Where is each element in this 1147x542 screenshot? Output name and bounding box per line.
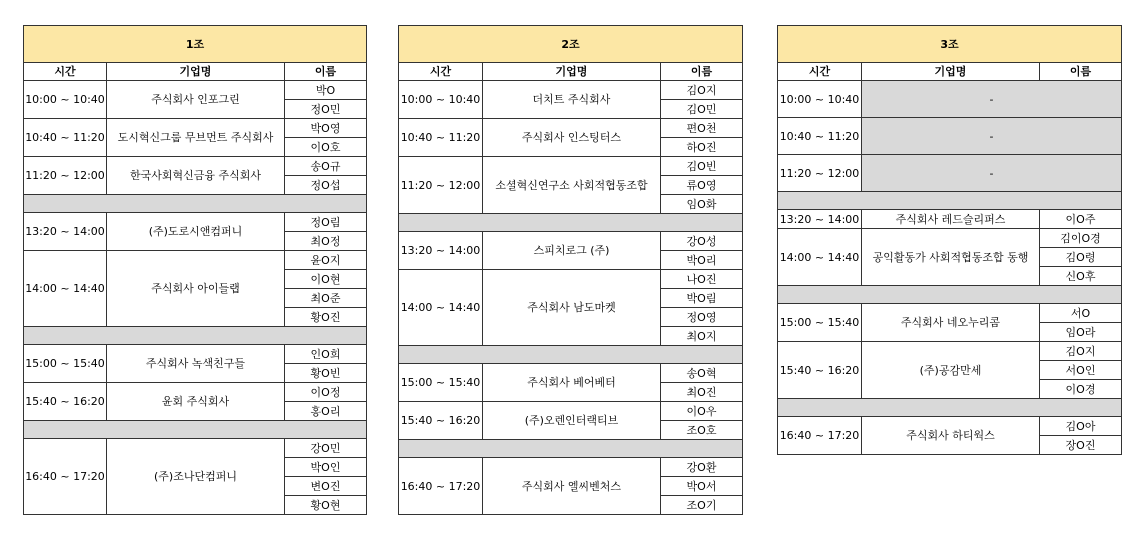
- table-row: [778, 210, 1122, 229]
- table-row: [24, 213, 367, 232]
- time-slot: 15:00 ~ 15:40: [24, 345, 107, 383]
- table-row: [399, 157, 743, 176]
- table-row: [24, 345, 367, 364]
- company-name: 주식회사 네오누리콤: [862, 304, 1040, 342]
- header-time: 시간: [399, 63, 483, 81]
- table-row: [24, 119, 367, 138]
- participant-name: 강O성: [661, 232, 743, 251]
- time-slot: 10:00 ~ 10:40: [399, 81, 483, 119]
- time-slot: 15:00 ~ 15:40: [778, 304, 862, 342]
- company-name: 주식회사 베어베터: [483, 364, 661, 402]
- participant-name: 황O빈: [285, 364, 367, 383]
- header-name: 이름: [285, 63, 367, 81]
- time-slot: 16:40 ~ 17:20: [24, 439, 107, 515]
- participant-name: 이O경: [1040, 380, 1122, 399]
- time-slot: 13:20 ~ 14:00: [778, 210, 862, 229]
- participant-name: 최O정: [285, 232, 367, 251]
- participant-name: 이O주: [1040, 210, 1122, 229]
- participant-name: 강O환: [661, 458, 743, 477]
- group-title: 2조: [399, 26, 743, 63]
- table-row: [24, 251, 367, 270]
- participant-name: 박O리: [661, 251, 743, 270]
- table-row: [24, 157, 367, 176]
- break-row: [399, 440, 743, 458]
- break-row: [24, 195, 367, 213]
- participant-name: 정O림: [285, 213, 367, 232]
- company-name: 주식회사 아이들랩: [107, 251, 285, 327]
- table-row: [399, 458, 743, 477]
- participant-name: 박O인: [285, 458, 367, 477]
- participant-name: 김O민: [661, 100, 743, 119]
- company-name: 주식회사 레드슬리퍼스: [862, 210, 1040, 229]
- company-name: 주식회사 인포그린: [107, 81, 285, 119]
- company-name: 윤회 주식회사: [107, 383, 285, 421]
- participant-name: 김O지: [661, 81, 743, 100]
- header-name: 이름: [661, 63, 743, 81]
- schedule-table: [777, 25, 1122, 455]
- participant-name: 임O화: [661, 195, 743, 214]
- participant-name: 강O민: [285, 439, 367, 458]
- participant-name: 정O섭: [285, 176, 367, 195]
- company-name: -: [862, 118, 1122, 155]
- participant-name: 서O인: [1040, 361, 1122, 380]
- participant-name: 황O진: [285, 308, 367, 327]
- header-company: 기업명: [483, 63, 661, 81]
- time-slot: 10:00 ~ 10:40: [778, 81, 862, 118]
- time-slot: 10:40 ~ 11:20: [778, 118, 862, 155]
- participant-name: 최O지: [661, 327, 743, 346]
- participant-name: 김이O경: [1040, 229, 1122, 248]
- participant-name: 김O아: [1040, 417, 1122, 436]
- table-row: [399, 81, 743, 100]
- participant-name: 송O규: [285, 157, 367, 176]
- break-row: [778, 286, 1122, 304]
- time-slot: 10:40 ~ 11:20: [24, 119, 107, 157]
- participant-name: 서O: [1040, 304, 1122, 323]
- table-row: [399, 119, 743, 138]
- table-row: [778, 229, 1122, 248]
- table-row: [399, 402, 743, 421]
- participant-name: 정O민: [285, 100, 367, 119]
- time-slot: 16:40 ~ 17:20: [399, 458, 483, 515]
- participant-name: 김O빈: [661, 157, 743, 176]
- participant-name: 편O천: [661, 119, 743, 138]
- company-name: 주식회사 인스팅터스: [483, 119, 661, 157]
- company-name: (주)오렌인터랙티브: [483, 402, 661, 440]
- group-1-schedule: [23, 25, 367, 515]
- time-slot: 13:20 ~ 14:00: [399, 232, 483, 270]
- time-slot: 15:40 ~ 16:20: [399, 402, 483, 440]
- table-row: [24, 439, 367, 458]
- participant-name: 김O지: [1040, 342, 1122, 361]
- company-name: 더치트 주식회사: [483, 81, 661, 119]
- participant-name: 박O림: [661, 289, 743, 308]
- header-time: 시간: [24, 63, 107, 81]
- participant-name: 이O정: [285, 383, 367, 402]
- company-name: 공익활동가 사회적협동조합 동행: [862, 229, 1040, 286]
- participant-name: 김O령: [1040, 248, 1122, 267]
- time-slot: 15:00 ~ 15:40: [399, 364, 483, 402]
- schedule-table: [23, 25, 367, 515]
- company-name: 주식회사 남도마켓: [483, 270, 661, 346]
- participant-name: 신O후: [1040, 267, 1122, 286]
- break-row: [778, 399, 1122, 417]
- company-name: 주식회사 하티웍스: [862, 417, 1040, 455]
- break-row: [399, 346, 743, 364]
- participant-name: 최O준: [285, 289, 367, 308]
- participant-name: 정O영: [661, 308, 743, 327]
- break-row: [24, 327, 367, 345]
- participant-name: 장O진: [1040, 436, 1122, 455]
- participant-name: 이O현: [285, 270, 367, 289]
- participant-name: 홍O리: [285, 402, 367, 421]
- table-row: [778, 417, 1122, 436]
- company-name: -: [862, 155, 1122, 192]
- participant-name: 윤O지: [285, 251, 367, 270]
- participant-name: 조O기: [661, 496, 743, 515]
- table-row: [24, 81, 367, 100]
- participant-name: 최O진: [661, 383, 743, 402]
- table-row: [399, 270, 743, 289]
- company-name: 한국사회혁신금융 주식회사: [107, 157, 285, 195]
- table-row: [778, 304, 1122, 323]
- header-company: 기업명: [107, 63, 285, 81]
- group-2-schedule: [398, 25, 743, 515]
- table-row: [399, 232, 743, 251]
- time-slot: 13:20 ~ 14:00: [24, 213, 107, 251]
- table-row: [399, 364, 743, 383]
- participant-name: 변O진: [285, 477, 367, 496]
- company-name: (주)공감만세: [862, 342, 1040, 399]
- participant-name: 류O영: [661, 176, 743, 195]
- participant-name: 송O혁: [661, 364, 743, 383]
- header-company: 기업명: [862, 63, 1040, 81]
- break-row: [24, 421, 367, 439]
- time-slot: 15:40 ~ 16:20: [24, 383, 107, 421]
- company-name: (주)도로시앤컴퍼니: [107, 213, 285, 251]
- company-name: 주식회사 녹색친구들: [107, 345, 285, 383]
- time-slot: 16:40 ~ 17:20: [778, 417, 862, 455]
- participant-name: 박O영: [285, 119, 367, 138]
- participant-name: 이O우: [661, 402, 743, 421]
- header-time: 시간: [778, 63, 862, 81]
- time-slot: 11:20 ~ 12:00: [24, 157, 107, 195]
- participant-name: 박O: [285, 81, 367, 100]
- break-row: [778, 192, 1122, 210]
- company-name: 소셜혁신연구소 사회적협동조합: [483, 157, 661, 214]
- company-name: 도시혁신그룹 무브먼트 주식회사: [107, 119, 285, 157]
- header-name: 이름: [1040, 63, 1122, 81]
- participant-name: 임O라: [1040, 323, 1122, 342]
- schedule-table: [398, 25, 743, 515]
- break-row: [399, 214, 743, 232]
- company-name: 주식회사 엘씨벤처스: [483, 458, 661, 515]
- group-title: 1조: [24, 26, 367, 63]
- table-row: [778, 342, 1122, 361]
- time-slot: 14:00 ~ 14:40: [778, 229, 862, 286]
- time-slot: 14:00 ~ 14:40: [24, 251, 107, 327]
- participant-name: 박O서: [661, 477, 743, 496]
- time-slot: 10:40 ~ 11:20: [399, 119, 483, 157]
- participant-name: 인O희: [285, 345, 367, 364]
- time-slot: 10:00 ~ 10:40: [24, 81, 107, 119]
- time-slot: 15:40 ~ 16:20: [778, 342, 862, 399]
- company-name: (주)조나단컴퍼니: [107, 439, 285, 515]
- group-title: 3조: [778, 26, 1122, 63]
- group-3-schedule: [777, 25, 1122, 455]
- time-slot: 11:20 ~ 12:00: [778, 155, 862, 192]
- company-name: 스피치로그 (주): [483, 232, 661, 270]
- participant-name: 황O현: [285, 496, 367, 515]
- participant-name: 하O진: [661, 138, 743, 157]
- participant-name: 이O호: [285, 138, 367, 157]
- time-slot: 14:00 ~ 14:40: [399, 270, 483, 346]
- participant-name: 조O호: [661, 421, 743, 440]
- company-name: -: [862, 81, 1122, 118]
- time-slot: 11:20 ~ 12:00: [399, 157, 483, 214]
- table-row: [24, 383, 367, 402]
- participant-name: 나O진: [661, 270, 743, 289]
